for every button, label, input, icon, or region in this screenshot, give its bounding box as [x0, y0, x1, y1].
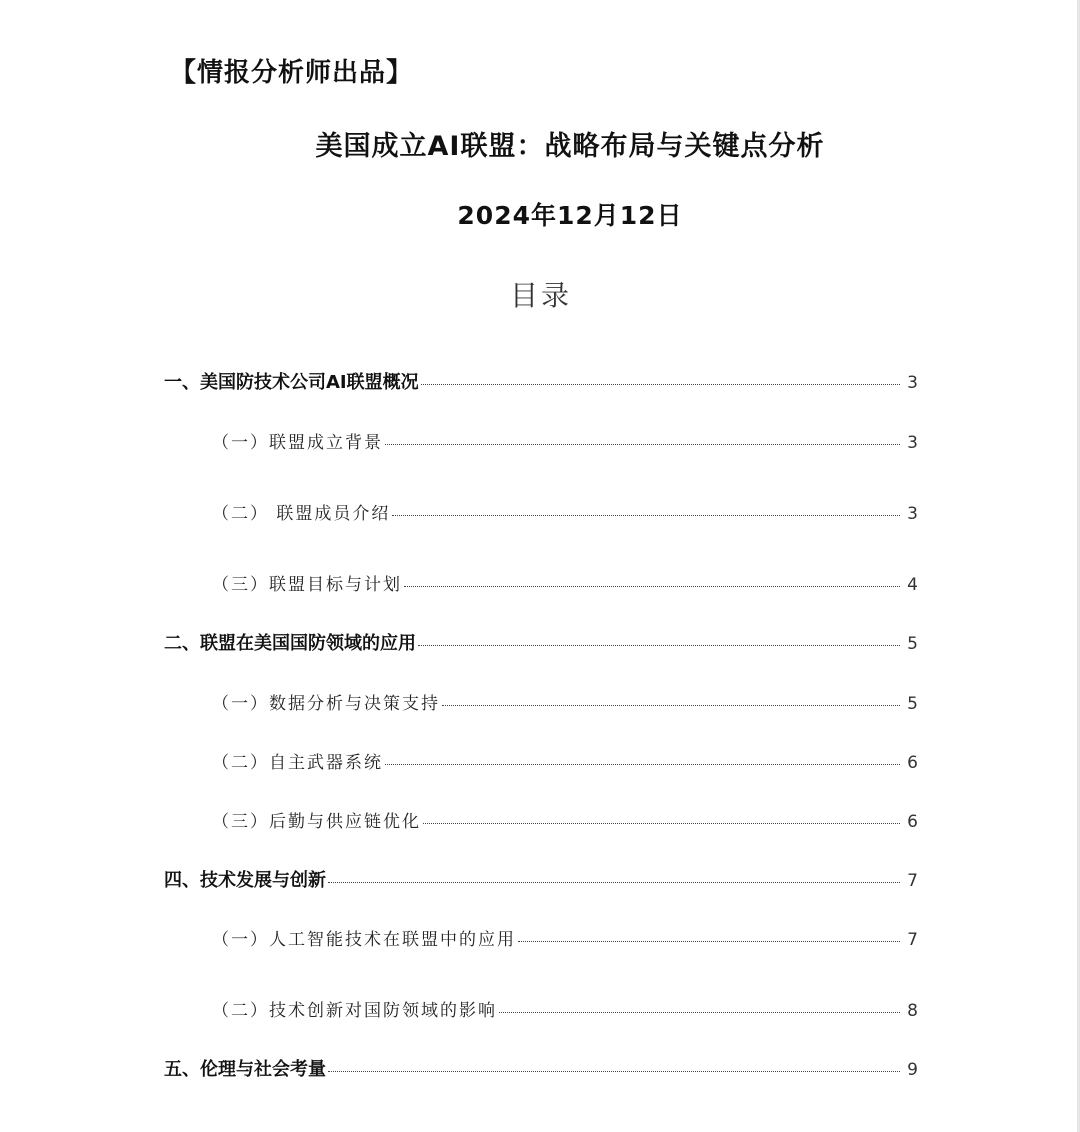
- toc-page-number: 3: [907, 504, 918, 524]
- toc-entry-title: 二、联盟在美国国防领域的应用: [164, 633, 416, 654]
- toc-page-number: 3: [907, 373, 918, 393]
- toc-entry-title: （一）联盟成立背景: [212, 433, 383, 453]
- toc-page-number: 9: [907, 1060, 918, 1080]
- toc-entry-title: 四、技术发展与创新: [164, 870, 326, 891]
- toc-page-number: 3: [907, 433, 918, 453]
- toc-entry-title: （一）人工智能技术在联盟中的应用: [212, 930, 516, 950]
- toc-entry[interactable]: [212, 428, 918, 458]
- toc-dot-leader: [423, 823, 900, 824]
- toc-entry[interactable]: [164, 1055, 918, 1085]
- toc-heading: 目录: [509, 279, 572, 312]
- toc-dot-leader: [442, 705, 900, 706]
- toc-page-number: 4: [907, 575, 918, 595]
- toc-entry[interactable]: [212, 925, 918, 955]
- toc-page-number: 7: [907, 871, 918, 891]
- toc-page-number: 8: [907, 1001, 918, 1021]
- toc-entry[interactable]: [212, 748, 918, 778]
- toc-entry-title: （二）自主武器系统: [212, 753, 383, 773]
- toc-entry-title: 五、伦理与社会考量: [164, 1059, 326, 1080]
- toc-entry-title: （三）联盟目标与计划: [212, 575, 402, 595]
- toc-entry[interactable]: [164, 368, 918, 398]
- toc-entry[interactable]: [212, 570, 918, 600]
- toc-dot-leader: [385, 444, 900, 445]
- toc-entry[interactable]: [164, 866, 918, 896]
- toc-entry-title: （一）数据分析与决策支持: [212, 694, 440, 714]
- toc-dot-leader: [518, 941, 900, 942]
- toc-dot-leader: [385, 764, 900, 765]
- toc-dot-leader: [421, 384, 900, 385]
- toc-entry-title: 一、美国防技术公司AI联盟概况: [164, 372, 419, 393]
- toc-entry-title: （三）后勤与供应链优化: [212, 812, 421, 832]
- publisher-label: 【情报分析师出品】: [170, 58, 414, 88]
- toc-page-number: 7: [907, 930, 918, 950]
- toc-entry-title: （二） 联盟成员介绍: [212, 504, 391, 524]
- toc-dot-leader: [328, 1071, 900, 1072]
- document-title: 美国成立AI联盟：战略布局与关键点分析: [315, 131, 825, 162]
- toc-entry-title: （二）技术创新对国防领域的影响: [212, 1001, 497, 1021]
- toc-page-number: 6: [907, 812, 918, 832]
- toc-entry[interactable]: [212, 807, 918, 837]
- toc-page-number: 5: [907, 694, 918, 714]
- toc-dot-leader: [499, 1012, 900, 1013]
- toc-entry[interactable]: [212, 689, 918, 719]
- toc-entry[interactable]: [164, 629, 918, 659]
- toc-dot-leader: [328, 882, 900, 883]
- toc-dot-leader: [418, 645, 900, 646]
- toc-dot-leader: [392, 515, 900, 516]
- document-date: 2024年12月12日: [457, 201, 683, 230]
- toc-page-number: 6: [907, 753, 918, 773]
- toc-dot-leader: [404, 586, 900, 587]
- toc-page-number: 5: [907, 634, 918, 654]
- toc-entry[interactable]: [212, 499, 918, 529]
- toc-entry[interactable]: [212, 996, 918, 1026]
